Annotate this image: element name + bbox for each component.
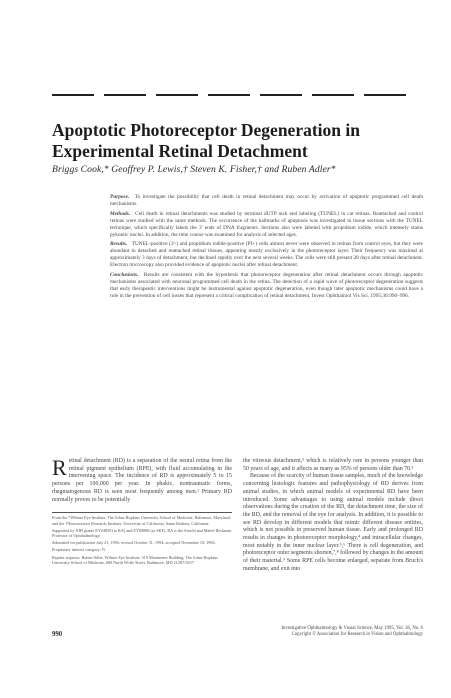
methods-label: Methods. bbox=[110, 210, 131, 217]
body-text: etinal detachment (RD) is a separation of the neural retina from the retinal pigment epithelium (RPE), with fluid accumulating in the intervening space. The incidence of RD is approximately 5 to 15 persons per 100,000 per year. In phakic, nontraumatic forms, rhegmatogenous RD is seen most frequently among men.¹ Primary RD normally proves to be potentially bbox=[52, 458, 232, 503]
abstract bbox=[110, 194, 423, 303]
header-rule bbox=[52, 94, 94, 96]
header-rule bbox=[260, 94, 302, 96]
conclusions-text: Results are consistent with the hypothesis that photoreceptor degeneration after retinal detachment occurs through apoptotic mechanisms associated with neuronal programmed cell death in the retina. The detection of a rapid wave of photoreceptor degeneration suggests that early therapeutic interventions might be instrumental against apoptotic degeneration, even though later apoptotic mechanisms could have a role in the prevention of cell losses that represent a critical complication of retinal detachment. bbox=[110, 272, 424, 299]
abstract-purpose bbox=[110, 194, 423, 208]
header-rule bbox=[208, 94, 250, 96]
header-rule bbox=[104, 94, 146, 96]
body-paragraph bbox=[52, 455, 232, 504]
body-paragraph: Because of the scarcity of human tissue samples, much of the knowledge concerning histologic features and pathophysiology of RD derives from animal studies, in which animal models of experimental RD have been introduced. Some advantages to using animal models include direct observations during the creation of the RD, the detachment time, the size of the RD, and the removal of the eye for analysis. In addition, it is possible to see RD develop in different models that mimic different disease entities, which is not possible in preserved human tissue. Early and prolonged RD results in changes in photoreceptor morphology,⁴ and intracellular changes, most notably in the inner nuclear layer.⁵,⁶ There is cell degeneration, and photoreceptor outer segments shorten,⁷,⁸ followed by changes in the amount of their material.⁹ Some RPE cells become enlarged, separate from Bruch's membrane, and exit into bbox=[243, 473, 423, 572]
header-rule bbox=[156, 94, 198, 96]
footnotes bbox=[52, 512, 232, 567]
abstract-conclusions bbox=[110, 272, 423, 300]
drop-cap: R bbox=[52, 455, 67, 480]
conclusions-label: Conclusions. bbox=[110, 272, 139, 279]
header-rule bbox=[364, 94, 406, 96]
results-label: Results. bbox=[110, 241, 128, 248]
journal-footer bbox=[243, 626, 423, 639]
header-rules bbox=[52, 94, 422, 96]
body-column-left bbox=[52, 455, 232, 504]
citation-text: Invest Ophthalmol Vis Sci. 1995;36:990–996. bbox=[311, 292, 410, 299]
footnote: Reprint requests: Ruben Adler, Wilmer Eye Institute, 519 Maumenee Building, The Johns Hopkins University School of Medicine, 600 North Wolfe Street, Baltimore, MD 21287-9257. bbox=[52, 554, 218, 566]
author-list: Briggs Cook,* Geoffrey P. Lewis,† Steven K. Fisher,† and Ruben Adler* bbox=[52, 164, 336, 175]
title-line-2: Experimental Retinal Detachment bbox=[52, 141, 308, 161]
abstract-methods bbox=[110, 211, 423, 239]
footnote: Submitted for publication July 21, 1994; revised October 31, 1994; accepted November 10, 1994. bbox=[52, 540, 216, 546]
footnote: Proprietary interest category: N. bbox=[52, 547, 106, 553]
abstract-results bbox=[110, 241, 423, 269]
methods-text: Cell death in retinal detachments was studied by terminal dUTP nick end labeling (TUNEL) in cat retinas. Reattached and control retinas were studied with the same methods. The occurrence of the hallmarks of apoptosis was investigated in tissue sections with the TUNEL technique, which specifically labels the 3' ends of DNA fragments. Sections also were labeled with propidium iodide, which intensely stains pyknotic nuclei. In addition, the time course was examined for analysis of selected ages. bbox=[110, 210, 424, 238]
body-paragraph: the vitreous detachment,² which is relatively rare in persons younger than 50 years of age, and it affects as many as 95% of persons older than 70.³ bbox=[243, 458, 423, 472]
footnote: From the *Wilmer Eye Institute, The Johns Hopkins University School of Medicine, Baltimore, Maryland; and the †Neuroscience Research Institute, University of California, Santa Barbara, California. bbox=[52, 515, 231, 526]
body-column-right bbox=[243, 458, 423, 574]
copyright-line: Copyright © Association for Research in Vision and Ophthalmology bbox=[291, 632, 423, 638]
header-rule bbox=[312, 94, 354, 96]
purpose-label: Purpose. bbox=[110, 194, 130, 200]
footnote: Supported by NIH grants EY04859 (to RA) and EY00888 (to SKF). RA is the Arnold and Mabel Beckman Professor of Ophthalmology. bbox=[52, 527, 232, 539]
journal-citation: Investigative Ophthalmology & Visual Science, May 1995, Vol. 36, No. 6 bbox=[281, 626, 423, 631]
article-title bbox=[52, 120, 382, 162]
purpose-text: To investigate the possibility that cell death in retinal detachment may occur by activation of apoptotic programmed cell death mechanisms. bbox=[110, 194, 423, 207]
results-text: TUNEL-positive (3'-) and propidium iodide-positive (PI+) cells almost never were observed in retinas from control eyes, but they were abundant in detached and reattached retinal tissues, appearing mostly exclusively in the photoreceptor layer. Their frequency was maximal at approximately 3 days of detachment, but declined rapidly over the next several weeks. The cells were still present 28 days after retinal detachment. Electron microscopy also provided evidence of apoptotic nuclei after retinal detachment. bbox=[110, 241, 423, 269]
title-line-1: Apoptotic Photoreceptor Degeneration in bbox=[52, 120, 360, 140]
page-number: 990 bbox=[52, 631, 63, 638]
